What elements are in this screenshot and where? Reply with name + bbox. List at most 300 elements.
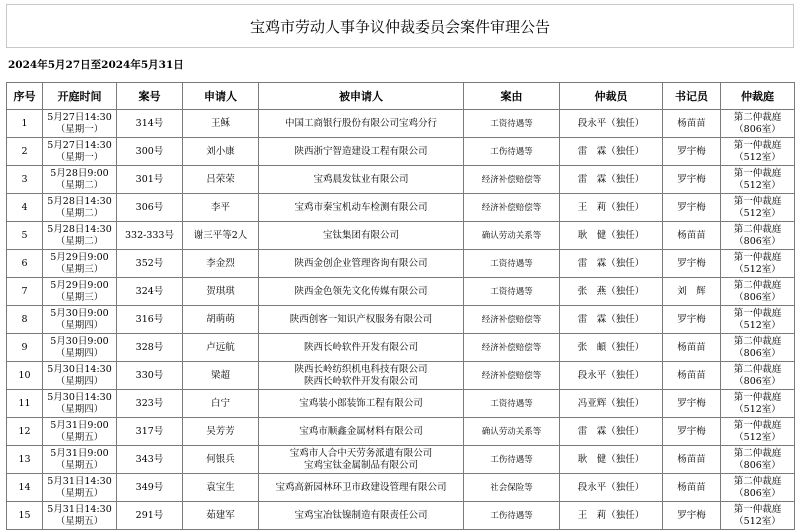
tribunal [721, 418, 795, 446]
hearing-time-line: （星期五） [55, 515, 104, 527]
arbitrator [560, 110, 663, 138]
case-number-line: 328号 [135, 341, 164, 353]
arbitrator-line: 耿 健（独任） [577, 453, 645, 465]
case-number-line: 316号 [135, 313, 164, 325]
case-number [117, 138, 183, 166]
applicant [183, 222, 259, 250]
hearing-time-line: 5月30日9:00 [50, 307, 109, 319]
hearing-time-line: 5月31日14:30 [47, 503, 112, 515]
respondent [259, 250, 464, 278]
arbitrator [560, 250, 663, 278]
row-number [7, 222, 43, 250]
applicant-line: 刘小康 [206, 145, 235, 157]
respondent-line: 宝鸡市人合中天劳务派遣有限公司 [289, 447, 433, 459]
applicant [183, 138, 259, 166]
row-number-line: 13 [18, 453, 31, 465]
case-number [117, 222, 183, 250]
case-cause-line: 工伤待遇等 [490, 510, 533, 521]
tribunal-line: （806室） [734, 291, 781, 303]
tribunal-line: 第一仲裁庭 [733, 503, 782, 515]
hearing-time-line: 5月30日9:00 [50, 335, 109, 347]
tribunal-line: 第二仲裁庭 [733, 279, 782, 291]
col-header-respondent: 被申请人 [259, 83, 464, 110]
clerk-line: 罗宇梅 [677, 201, 706, 213]
clerk [663, 418, 721, 446]
respondent [259, 362, 464, 390]
tribunal-line: 第二仲裁庭 [733, 447, 782, 459]
tribunal [721, 138, 795, 166]
hearing-time-line: 5月30日14:30 [47, 391, 112, 403]
respondent-line: 宝鸡晨发钛业有限公司 [313, 173, 409, 185]
applicant-line: 李金烈 [206, 257, 235, 269]
clerk [663, 250, 721, 278]
respondent-line: 宝钛集团有限公司 [322, 229, 399, 241]
applicant [183, 194, 259, 222]
hearing-time-line: （星期四） [55, 403, 104, 415]
hearing-time-line: 5月27日14:30 [47, 111, 112, 123]
col-header-clerk: 书记员 [663, 83, 721, 110]
case-number-line: 300号 [135, 145, 164, 157]
respondent [259, 166, 464, 194]
clerk [663, 334, 721, 362]
applicant-line: 白宁 [210, 397, 230, 409]
hearing-time [43, 446, 117, 474]
case-cause-line: 社会保险等 [490, 482, 533, 493]
row-number-line: 12 [18, 425, 31, 437]
table-row [7, 390, 795, 418]
page-title: 宝鸡市劳动人事争议仲裁委员会案件审理公告 [6, 4, 794, 48]
row-number [7, 362, 43, 390]
hearing-time-line: （星期二） [55, 235, 104, 247]
applicant-line: 王稣 [210, 117, 230, 129]
arbitrator [560, 334, 663, 362]
row-number-line: 4 [21, 201, 28, 213]
tribunal-line: 第一仲裁庭 [733, 307, 782, 319]
case-number-line: 352号 [135, 257, 164, 269]
tribunal-line: 第一仲裁庭 [733, 139, 782, 151]
row-number [7, 110, 43, 138]
applicant [183, 418, 259, 446]
arbitrator-line: 耿 健（独任） [577, 229, 645, 241]
applicant-line: 李平 [210, 201, 230, 213]
tribunal-line: （512室） [734, 319, 781, 331]
hearing-time [43, 110, 117, 138]
row-number [7, 446, 43, 474]
respondent-line: 陕西金色领先文化传媒有限公司 [294, 285, 428, 297]
case-cause-line: 经济补偿赔偿等 [481, 342, 542, 353]
col-header-applicant: 申请人 [183, 83, 259, 110]
case-cause [464, 418, 560, 446]
row-number-line: 14 [18, 481, 31, 493]
case-number-line: 291号 [135, 509, 164, 521]
case-cause-line: 经济补偿赔偿等 [481, 370, 542, 381]
hearing-time-line: 5月30日14:30 [47, 363, 112, 375]
row-number-line: 8 [21, 313, 28, 325]
case-cause [464, 362, 560, 390]
clerk [663, 446, 721, 474]
hearing-time-line: （星期三） [55, 291, 104, 303]
tribunal-line: （512室） [734, 431, 781, 443]
table-row [7, 110, 795, 138]
table-row [7, 278, 795, 306]
hearing-time-line: （星期五） [55, 459, 104, 471]
clerk-line: 杨苗苗 [677, 229, 706, 241]
respondent [259, 110, 464, 138]
case-number [117, 250, 183, 278]
clerk-line: 杨苗苗 [677, 481, 706, 493]
tribunal-line: （512室） [734, 151, 781, 163]
row-number-line: 15 [18, 509, 31, 521]
col-header-cause: 案由 [464, 83, 560, 110]
clerk [663, 110, 721, 138]
case-number [117, 166, 183, 194]
respondent [259, 222, 464, 250]
table-row [7, 194, 795, 222]
case-number-line: 301号 [135, 173, 164, 185]
row-number-line: 5 [21, 229, 28, 241]
table-header-row [7, 83, 795, 110]
respondent-line: 陕西浙宁智造建设工程有限公司 [294, 145, 428, 157]
case-number [117, 278, 183, 306]
hearing-time-line: （星期二） [55, 179, 104, 191]
hearing-time [43, 390, 117, 418]
table-row [7, 250, 795, 278]
tribunal [721, 306, 795, 334]
row-number-line: 2 [21, 145, 28, 157]
arbitrator [560, 362, 663, 390]
row-number-line: 9 [21, 341, 28, 353]
tribunal [721, 166, 795, 194]
hearing-time-line: 5月28日14:30 [47, 195, 112, 207]
case-number-line: 306号 [135, 201, 164, 213]
arbitrator-line: 冯亚辉（独任） [577, 397, 645, 409]
hearing-time-line: （星期一） [55, 151, 104, 163]
hearing-time-line: （星期一） [55, 123, 104, 135]
row-number-line: 10 [18, 369, 31, 381]
applicant [183, 390, 259, 418]
respondent [259, 138, 464, 166]
hearing-time-line: （星期二） [55, 207, 104, 219]
tribunal-line: 第一仲裁庭 [733, 167, 782, 179]
case-cause [464, 110, 560, 138]
clerk-line: 罗宇梅 [677, 313, 706, 325]
case-number [117, 446, 183, 474]
applicant-line: 贺琪琪 [206, 285, 235, 297]
tribunal-line: （806室） [734, 347, 781, 359]
case-number-line: 332-333号 [125, 229, 174, 241]
case-number-line: 314号 [135, 117, 164, 129]
table-row [7, 334, 795, 362]
arbitrator-line: 段永平（独任） [577, 369, 645, 381]
case-cause [464, 222, 560, 250]
date-range: 2024年5月27日至2024年5月31日 [8, 59, 184, 71]
clerk [663, 502, 721, 530]
table-row [7, 502, 795, 530]
tribunal-line: 第二仲裁庭 [733, 223, 782, 235]
tribunal [721, 474, 795, 502]
case-cause-line: 工伤待遇等 [490, 454, 533, 465]
case-cause-line: 确认劳动关系等 [481, 426, 542, 437]
hearing-time-line: 5月31日14:30 [47, 475, 112, 487]
respondent-line: 宝鸡高新园林环卫市政建设管理有限公司 [275, 481, 447, 493]
case-cause [464, 194, 560, 222]
row-number [7, 138, 43, 166]
case-number [117, 334, 183, 362]
respondent [259, 474, 464, 502]
applicant [183, 250, 259, 278]
arbitrator [560, 222, 663, 250]
row-number-line: 1 [21, 117, 28, 129]
table-row [7, 446, 795, 474]
clerk [663, 138, 721, 166]
tribunal [721, 222, 795, 250]
row-number [7, 418, 43, 446]
arbitrator [560, 166, 663, 194]
arbitrator [560, 278, 663, 306]
applicant [183, 362, 259, 390]
hearing-time-line: 5月28日14:30 [47, 223, 112, 235]
arbitrator [560, 446, 663, 474]
hearing-time-line: 5月29日9:00 [50, 251, 109, 263]
row-number [7, 194, 43, 222]
clerk-line: 杨苗苗 [677, 117, 706, 129]
col-header-court: 仲裁庭 [721, 83, 795, 110]
tribunal-line: 第二仲裁庭 [733, 335, 782, 347]
clerk [663, 194, 721, 222]
hearing-time-line: 5月31日9:00 [50, 447, 109, 459]
arbitrator [560, 194, 663, 222]
case-cause [464, 166, 560, 194]
respondent-line: 陕西创客一知识产权服务有限公司 [289, 313, 433, 325]
respondent-line: 宝鸡宝钛金属制品有限公司 [303, 459, 418, 471]
applicant-line: 吕荣荣 [206, 173, 235, 185]
case-cause-line: 工伤待遇等 [490, 146, 533, 157]
applicant [183, 110, 259, 138]
case-cause [464, 334, 560, 362]
col-header-arbitrator: 仲裁员 [560, 83, 663, 110]
row-number [7, 502, 43, 530]
arbitrator-line: 王 莉（独任） [577, 201, 645, 213]
case-cause [464, 446, 560, 474]
tribunal-line: 第一仲裁庭 [733, 419, 782, 431]
respondent-line: 宝鸡市顺鑫金属材料有限公司 [299, 425, 423, 437]
tribunal-line: （806室） [734, 235, 781, 247]
applicant-line: 吴芳芳 [206, 425, 235, 437]
clerk-line: 罗宇梅 [677, 257, 706, 269]
respondent [259, 194, 464, 222]
case-number [117, 502, 183, 530]
clerk-line: 罗宇梅 [677, 509, 706, 521]
clerk [663, 166, 721, 194]
arbitrator-line: 张 燕（独任） [577, 285, 645, 297]
row-number [7, 474, 43, 502]
hearing-time [43, 222, 117, 250]
applicant-line: 袁宝生 [206, 481, 235, 493]
hearing-time [43, 502, 117, 530]
row-number [7, 334, 43, 362]
tribunal [721, 110, 795, 138]
tribunal-line: （512室） [734, 179, 781, 191]
case-number [117, 306, 183, 334]
clerk-line: 杨苗苗 [677, 369, 706, 381]
case-number [117, 474, 183, 502]
hearing-time [43, 418, 117, 446]
arbitrator-line: 雷 霖（独任） [577, 425, 645, 437]
table-row [7, 138, 795, 166]
case-cause-line: 工资待遇等 [490, 118, 533, 129]
applicant [183, 446, 259, 474]
case-cause-line: 工资待遇等 [490, 398, 533, 409]
tribunal [721, 390, 795, 418]
table-row [7, 362, 795, 390]
tribunal [721, 194, 795, 222]
applicant-line: 何银兵 [206, 453, 235, 465]
case-cause-line: 工资待遇等 [490, 258, 533, 269]
clerk [663, 222, 721, 250]
tribunal [721, 362, 795, 390]
table-row [7, 166, 795, 194]
hearing-time-line: （星期四） [55, 347, 104, 359]
case-rows [7, 110, 795, 530]
arbitrator [560, 474, 663, 502]
case-cause [464, 138, 560, 166]
hearing-time-line: （星期四） [55, 319, 104, 331]
hearing-time-line: （星期五） [55, 487, 104, 499]
tribunal-line: （806室） [734, 123, 781, 135]
applicant-line: 茹建军 [206, 509, 235, 521]
case-number [117, 110, 183, 138]
applicant [183, 502, 259, 530]
case-cause-line: 工资待遇等 [490, 286, 533, 297]
table-row [7, 222, 795, 250]
row-number-line: 11 [18, 397, 31, 409]
hearing-time [43, 138, 117, 166]
tribunal-line: 第二仲裁庭 [733, 111, 782, 123]
case-number [117, 194, 183, 222]
applicant-line: 胡萌萌 [206, 313, 235, 325]
row-number-line: 7 [21, 285, 28, 297]
case-cause-line: 经济补偿赔偿等 [481, 202, 542, 213]
respondent [259, 446, 464, 474]
table-row [7, 474, 795, 502]
tribunal-line: 第一仲裁庭 [733, 391, 782, 403]
col-header-time: 开庭时间 [43, 83, 117, 110]
hearing-time-line: 5月31日9:00 [50, 419, 109, 431]
case-cause-line: 经济补偿赔偿等 [481, 314, 542, 325]
hearing-time [43, 250, 117, 278]
tribunal-line: 第二仲裁庭 [733, 475, 782, 487]
clerk-line: 罗宇梅 [677, 173, 706, 185]
arbitrator-line: 段永平（独任） [577, 481, 645, 493]
clerk [663, 278, 721, 306]
applicant [183, 474, 259, 502]
hearing-time-line: （星期三） [55, 263, 104, 275]
col-header-no: 序号 [7, 83, 43, 110]
case-number-line: 330号 [135, 369, 164, 381]
arbitrator-line: 雷 霖（独任） [577, 257, 645, 269]
tribunal [721, 502, 795, 530]
hearing-time-line: 5月29日9:00 [50, 279, 109, 291]
row-number [7, 166, 43, 194]
applicant [183, 278, 259, 306]
tribunal [721, 334, 795, 362]
case-number [117, 362, 183, 390]
arbitrator [560, 502, 663, 530]
applicant-line: 卢远航 [206, 341, 235, 353]
row-number-line: 3 [21, 173, 28, 185]
arbitrator-line: 雷 霖（独任） [577, 313, 645, 325]
case-number-line: 343号 [135, 453, 164, 465]
tribunal-line: （806室） [734, 487, 781, 499]
table-row [7, 306, 795, 334]
hearing-time [43, 278, 117, 306]
hearing-time [43, 334, 117, 362]
case-number-line: 317号 [135, 425, 164, 437]
arbitrator [560, 418, 663, 446]
case-cause-line: 确认劳动关系等 [481, 230, 542, 241]
applicant-line: 梁超 [210, 369, 230, 381]
hearing-time [43, 194, 117, 222]
respondent [259, 306, 464, 334]
tribunal-line: 第二仲裁庭 [733, 363, 782, 375]
clerk [663, 306, 721, 334]
tribunal-line: 第一仲裁庭 [733, 195, 782, 207]
hearing-time-line: （星期四） [55, 375, 104, 387]
respondent [259, 390, 464, 418]
case-cause [464, 502, 560, 530]
tribunal-line: （512室） [734, 263, 781, 275]
applicant [183, 334, 259, 362]
row-number-line: 6 [21, 257, 28, 269]
tribunal-line: （806室） [734, 375, 781, 387]
case-cause-line: 经济补偿赔偿等 [481, 174, 542, 185]
clerk-line: 罗宇梅 [677, 145, 706, 157]
case-cause [464, 390, 560, 418]
col-header-case-no: 案号 [117, 83, 183, 110]
arbitrator-line: 雷 霖（独任） [577, 173, 645, 185]
row-number [7, 306, 43, 334]
case-number-line: 324号 [135, 285, 164, 297]
clerk-line: 罗宇梅 [677, 397, 706, 409]
respondent [259, 334, 464, 362]
case-cause [464, 278, 560, 306]
hearing-time-line: （星期五） [55, 431, 104, 443]
arbitrator-line: 王 莉（独任） [577, 509, 645, 521]
hearing-time [43, 306, 117, 334]
tribunal [721, 278, 795, 306]
respondent-line: 宝鸡市秦宝机动车检测有限公司 [294, 201, 428, 213]
respondent-line: 宝鸡宝冶钛镍制造有限责任公司 [294, 509, 428, 521]
respondent-line: 中国工商银行股份有限公司宝鸡分行 [284, 117, 437, 129]
case-cause [464, 474, 560, 502]
tribunal-line: 第一仲裁庭 [733, 251, 782, 263]
tribunal [721, 446, 795, 474]
row-number [7, 250, 43, 278]
arbitrator-line: 张 頔（独任） [577, 341, 645, 353]
respondent-line: 陕西长岭纺织机电科技有限公司 [294, 363, 428, 375]
tribunal [721, 250, 795, 278]
arbitrator-line: 雷 霖（独任） [577, 145, 645, 157]
table-row [7, 418, 795, 446]
clerk [663, 474, 721, 502]
hearing-time [43, 166, 117, 194]
applicant [183, 306, 259, 334]
clerk [663, 362, 721, 390]
hearing-time [43, 474, 117, 502]
case-number [117, 390, 183, 418]
applicant-line: 谢三平等2人 [193, 229, 248, 241]
respondent [259, 418, 464, 446]
